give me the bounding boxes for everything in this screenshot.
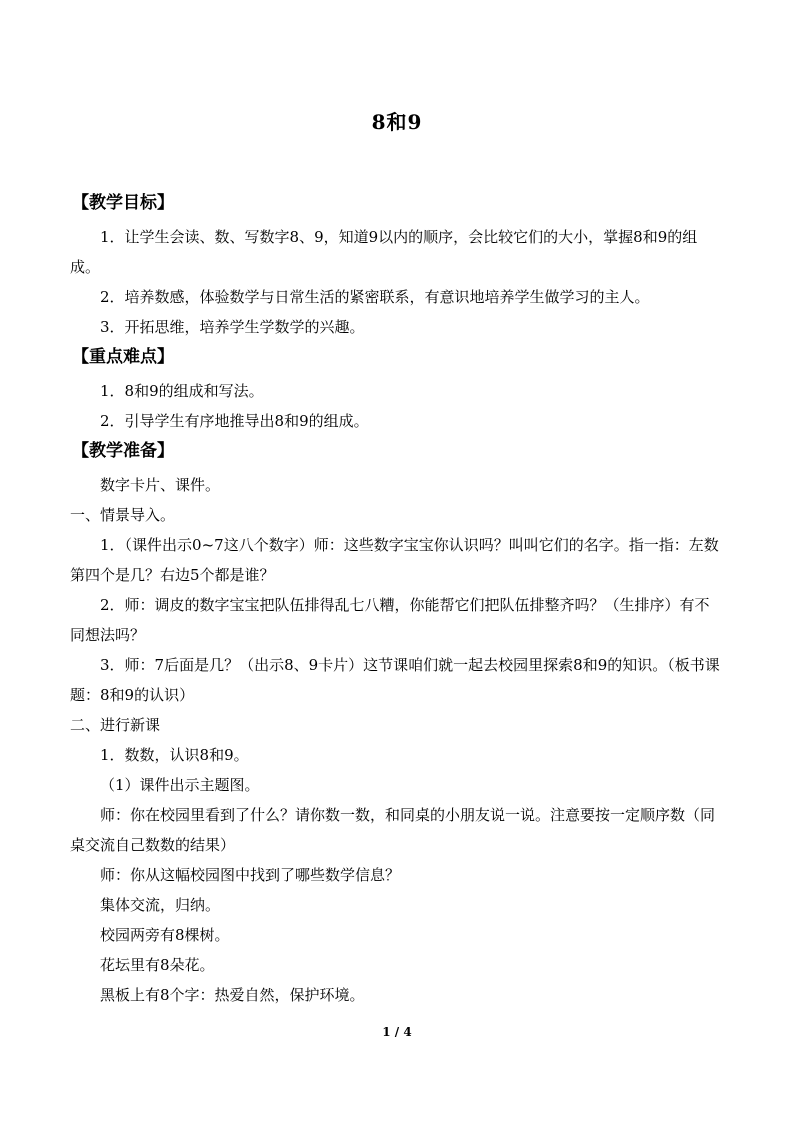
heading-preparation: 【教学准备】 [72, 441, 174, 461]
preparation-text: 数字卡片、课件。 [100, 476, 221, 494]
page-number: 1 / 4 [382, 1025, 412, 1039]
section-item: 黑板上有8个字：热爱自然，保护环境。 [100, 986, 365, 1004]
section-title: 一、情景导入。 [70, 506, 176, 524]
section-item: 师：你从这幅校园图中找到了哪些数学信息？ [100, 866, 401, 884]
section-item: 师：你在校园里看到了什么？请你数一数，和同桌的小朋友说一说。注意要按一定顺序数（同桌交流自己数数的结果） [70, 806, 716, 854]
section-item: 3．师：7后面是几？（出示8、9卡片）这节课咱们就一起去校园里探索8和9的知识。（板书课题：8和9的认识） [70, 656, 720, 704]
key-point-item: 2．引导学生有序地推导出8和9的组成。 [100, 412, 369, 430]
heading-objectives: 【教学目标】 [72, 193, 174, 213]
key-point-item: 1．8和9的组成和写法。 [100, 382, 264, 400]
objective-item: 3．开拓思维，培养学生学数学的兴趣。 [100, 318, 365, 336]
section-title: 二、进行新课 [70, 716, 161, 734]
section-item: 校园两旁有8棵树。 [100, 926, 230, 944]
section-item: 花坛里有8朵花。 [100, 956, 215, 974]
section-item: 集体交流，归纳。 [100, 896, 221, 914]
document-body [70, 188, 720, 1010]
section-item: 1．数数，认识8和9。 [100, 746, 249, 764]
document-title: 8和9 [371, 110, 423, 134]
section-item: 2．师：调皮的数字宝宝把队伍排得乱七八糟，你能帮它们把队伍排整齐吗？（生排序）有不同想法吗？ [70, 596, 710, 644]
heading-key-points: 【重点难点】 [72, 347, 174, 367]
section-item: 1．（课件出示0~7这八个数字）师：这些数字宝宝你认识吗？叫叫它们的名字。指一指：左数第四个是几？右边5个都是谁？ [70, 536, 719, 584]
objective-item: 1．让学生会读、数、写数字8、9，知道9以内的顺序，会比较它们的大小，掌握8和9的组成。 [70, 228, 698, 276]
section-item: （1）课件出示主题图。 [100, 776, 260, 794]
objective-item: 2．培养数感，体验数学与日常生活的紧密联系，有意识地培养学生做学习的主人。 [100, 288, 650, 306]
